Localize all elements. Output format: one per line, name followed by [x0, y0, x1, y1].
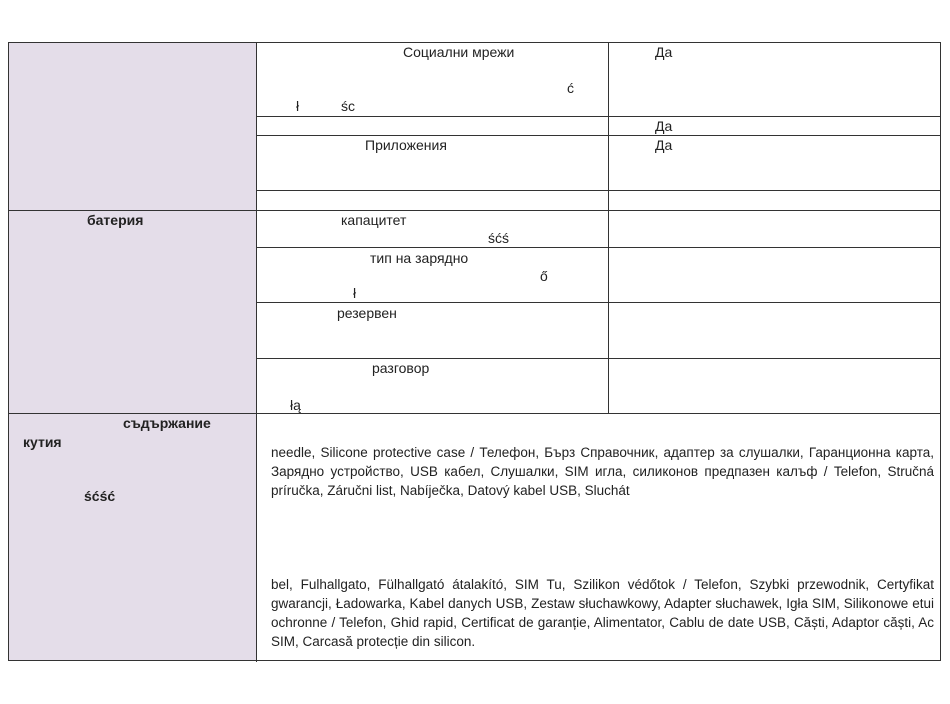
apps-value: Да — [655, 137, 673, 153]
row-line — [8, 210, 941, 211]
battery-talk-label: разговор — [372, 360, 430, 376]
row-line — [256, 247, 941, 248]
row-line — [256, 302, 941, 303]
box-contents-fragment: śćść — [84, 488, 116, 504]
row-line — [256, 190, 941, 191]
social-networks-label: Социални мрежи — [403, 44, 515, 60]
battery-standby-label: резервен — [337, 305, 397, 321]
row-line — [256, 116, 941, 117]
battery-capacity-label: капацитет — [341, 212, 407, 228]
battery-talk-fragment: łą — [290, 397, 301, 413]
box-contents-title: съдържание — [123, 415, 211, 431]
battery-title: батерия — [87, 212, 144, 228]
box-contents-title-2: кутия — [23, 434, 62, 450]
row-line — [8, 413, 941, 414]
social-networks-fragment: śc — [341, 98, 355, 114]
battery-charger-label: тип на зарядно — [370, 250, 469, 266]
box-contents-text: needle, Silicone protective case / Телефон, Бърз Справочник, адаптер за слушалки, Гаранционна карта, Зарядно устройство, USB кабел, Слушалки, SIM игла, силиконов предпазен калъф / Telefon, Stručná príručka, Záručni list, Nabíječka, Datový kabel USB, Sluchát — [271, 445, 934, 498]
battery-capacity-fragment: śćś — [488, 230, 509, 246]
battery-charger-fragment: ő — [540, 268, 548, 284]
social-networks-fragment: ć — [567, 80, 574, 96]
social-networks-fragment: ł — [296, 98, 300, 114]
row-value: Да — [655, 118, 673, 134]
battery-charger-fragment: ł — [353, 285, 357, 301]
social-networks-value: Да — [655, 44, 673, 60]
apps-label: Приложения — [365, 137, 447, 153]
box-contents-text-continued: bel, Fulhallgato, Fülhallgató átalakító, SIM Tu, Szilikon védőtok / Telefon, Szybki przewodnik, Certyfikat gwarancji, Ładowarka, Kabel danych USB, Zestaw słuchawkowy, Adapter słuchawek, Igła SIM, Silikonowe etui ochronne / Telefon, Ghid rapid, Certificat de garanție, Alimentator, Cablu de date USB, Căști, Adaptor căști, Ac SIM, Carcasă protecție din silicon. — [271, 577, 934, 649]
row-line — [256, 135, 941, 136]
row-line — [256, 358, 941, 359]
